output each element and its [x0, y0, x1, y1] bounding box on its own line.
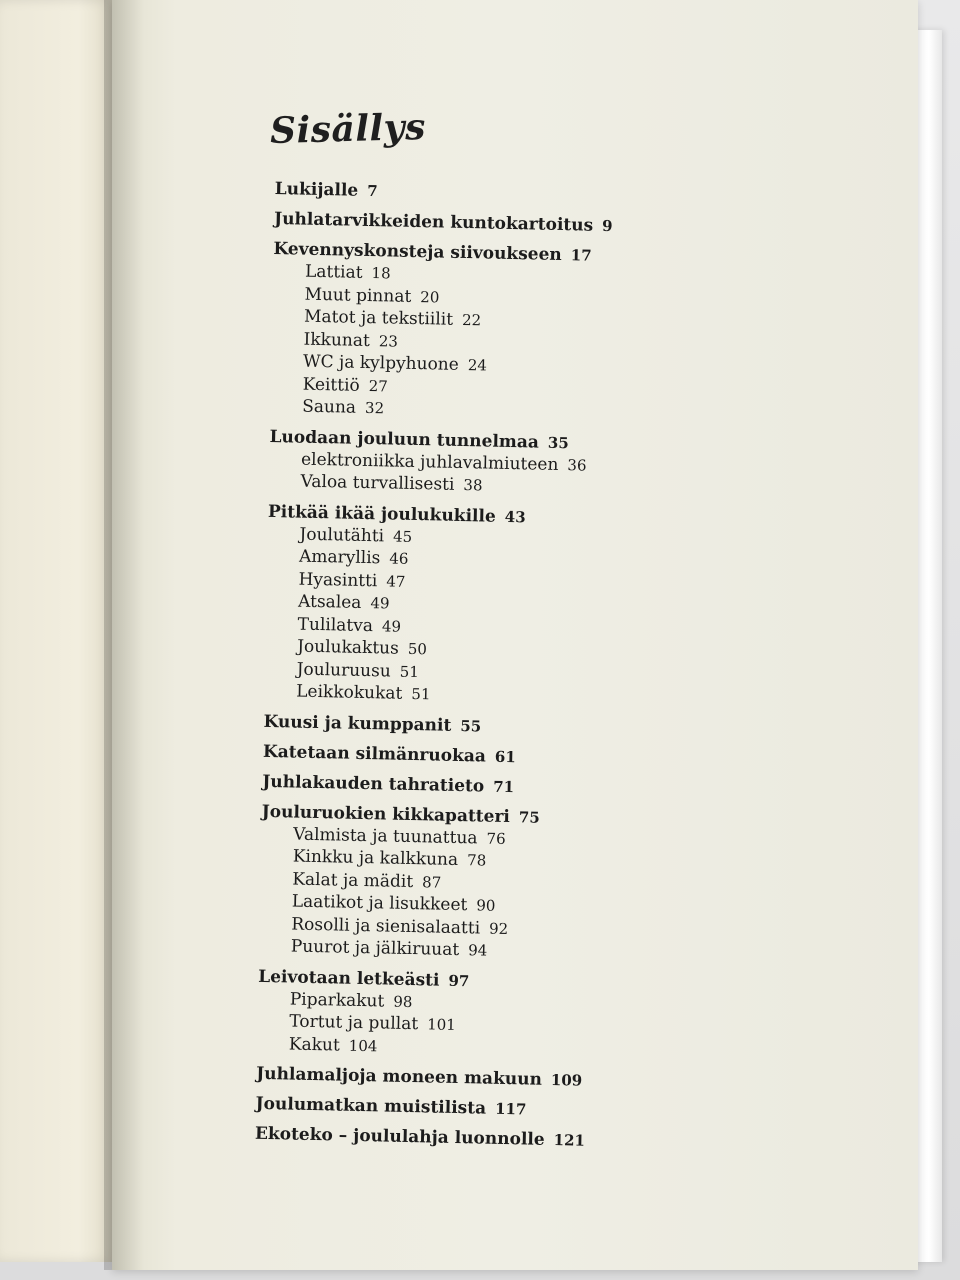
toc-entry-label: Ekoteko – joululahja luonnolle — [254, 1123, 545, 1150]
toc-entry-label: Keittiö — [302, 374, 360, 396]
toc-entry-label: Pitkää ikää joulukukille — [267, 501, 496, 527]
toc-page-number: 24 — [467, 356, 488, 375]
toc-entry-label: Lattiat — [304, 261, 363, 283]
toc-page-number: 17 — [570, 246, 592, 265]
toc-entry-label: Juhlatarvikkeiden kuntokartoitus — [273, 208, 594, 236]
toc-entry-label: Kalat ja mädit — [292, 869, 414, 892]
toc-entry-label: Laatikot ja lisukkeet — [291, 891, 468, 916]
toc-page-number: 38 — [463, 476, 483, 495]
toc-page-number: 50 — [407, 639, 428, 659]
toc-page-number: 71 — [493, 777, 515, 796]
toc-page-number: 75 — [518, 807, 540, 827]
toc-entry-label: Jouluruokien kikkapatteri — [261, 801, 511, 827]
toc-page-number: 51 — [411, 684, 431, 704]
toc-entry-label: Kinkku ja kalkkuna — [292, 846, 459, 870]
toc-page-number: 35 — [547, 433, 569, 452]
toc-entry-label: elektroniikka juhlavalmiuteen — [300, 449, 559, 475]
toc-entry-label: Kevennyskonsteja siivoukseen — [273, 238, 562, 266]
toc-page-number: 23 — [378, 331, 399, 351]
toc-page-number: 61 — [494, 747, 516, 766]
toc-page-number: 121 — [553, 1131, 586, 1150]
toc-page-number: 51 — [399, 662, 420, 681]
toc-entry-label: Tulilatva — [297, 614, 374, 636]
toc-entry-label: Jouluruusu — [296, 659, 392, 682]
toc-entry-label: WC ja kylpyhuone — [302, 351, 460, 375]
toc-page-number: 109 — [550, 1070, 583, 1090]
toc-entry-label: Luodaan jouluun tunnelmaa — [269, 426, 540, 453]
toc-page-number: 101 — [427, 1015, 457, 1034]
toc-page-number: 45 — [392, 527, 413, 546]
toc-entry-label: Piparkakut — [289, 988, 385, 1011]
left-page — [0, 0, 112, 1262]
toc-chapter — [255, 1093, 695, 1124]
toc-entry-label: Puurot ja jälkiruuat — [290, 936, 460, 961]
toc-entry-label: Juhlakauden tahratieto — [262, 771, 485, 797]
toc-page-number: 90 — [476, 896, 496, 915]
toc-page-number: 49 — [370, 594, 390, 613]
toc-entry-label: Rosolli ja sienisalaatti — [291, 914, 481, 938]
toc-entry-label: Leikkokukat — [296, 681, 403, 704]
toc-entry-label: Atsalea — [297, 591, 362, 613]
toc-page-number: 55 — [460, 716, 482, 735]
toc-entry-label: Valmista ja tuunattua — [293, 824, 478, 848]
toc-entry-label: Amaryllis — [298, 546, 381, 569]
table-of-contents — [254, 178, 715, 1177]
toc-page-number: 36 — [567, 455, 587, 475]
toc-page-number: 97 — [448, 971, 470, 990]
toc-page-number: 27 — [368, 376, 389, 395]
toc-entry-label: Kakut — [288, 1033, 340, 1056]
toc-entry-label: Matot ja tekstiilit — [303, 306, 454, 330]
toc-entry-label: Tortut ja pullat — [289, 1011, 419, 1035]
toc-entry-label: Lukijalle — [274, 178, 359, 201]
toc-page-number: 78 — [466, 851, 487, 870]
toc-chapter — [263, 710, 703, 741]
toc-entry-label: Sauna — [302, 396, 357, 418]
toc-page-number: 9 — [601, 216, 613, 236]
toc-page-number: 20 — [420, 287, 440, 306]
toc-entry-label: Hyasintti — [298, 569, 378, 591]
toc-page-number: 87 — [421, 872, 442, 892]
toc-entry-label: Joulutähti — [299, 524, 385, 546]
toc-chapter — [262, 770, 702, 801]
toc-chapter — [255, 1123, 695, 1154]
toc-page-number: 18 — [371, 264, 391, 283]
toc-entry-label: Joulumatkan muistilista — [255, 1093, 487, 1119]
toc-page-number: 47 — [386, 571, 406, 591]
toc-entry-label: Joulukaktus — [296, 636, 400, 659]
toc-chapter — [274, 208, 714, 239]
toc-page-number: 49 — [381, 616, 402, 636]
toc-entry-label: Leivotaan letkeästi — [258, 966, 440, 991]
toc-page-number: 32 — [364, 398, 385, 418]
toc-page-number: 43 — [504, 507, 526, 526]
toc-chapter — [263, 740, 703, 771]
toc-page-number: 117 — [494, 1099, 527, 1119]
toc-page-number: 94 — [468, 941, 488, 960]
toc-entry-label: Valoa turvallisesti — [300, 471, 455, 495]
toc-page-number: 92 — [488, 919, 509, 938]
toc-page-number: 46 — [389, 549, 409, 568]
toc-entry-label: Kuusi ja kumppanit — [263, 711, 452, 736]
page-title: Sisällys — [269, 105, 427, 153]
toc-entry-label: Muut pinnat — [304, 284, 412, 307]
toc-entry-label: Katetaan silmänruokaa — [262, 741, 487, 767]
toc-page-number: 7 — [367, 181, 378, 201]
toc-entry-label: Juhlamaljoja moneen makuun — [256, 1063, 543, 1090]
toc-page-number: 76 — [486, 829, 506, 848]
toc-page-number: 22 — [461, 310, 482, 330]
toc-chapter — [256, 1063, 696, 1094]
toc-entry-label: Ikkunat — [303, 329, 371, 351]
toc-page-number: 98 — [393, 992, 413, 1011]
toc-page-number: 104 — [348, 1036, 378, 1055]
